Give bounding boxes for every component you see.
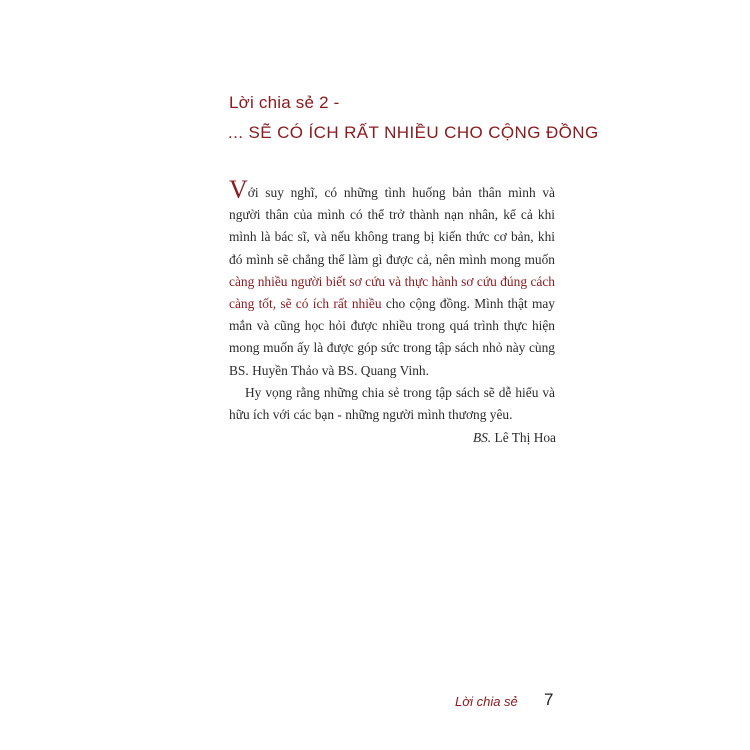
- paragraph-2: Hy vọng rằng những chia sẻ trong tập sách sẽ dễ hiểu và hữu ích với các bạn - những người mình thương yêu.: [229, 384, 555, 423]
- highlighted-quote: càng nhiều người biết sơ cứu và thực hành sơ cứu đúng cách càng tốt, sẽ có ích rất nhiều: [229, 273, 555, 312]
- drop-cap: V: [229, 175, 248, 204]
- section-title: Lời chia sẻ 2 -: [229, 93, 340, 112]
- author-signature: [473, 430, 556, 446]
- signature-name: Lê Thị Hoa: [491, 430, 556, 445]
- running-footer-label: Lời chia sẻ: [455, 694, 518, 709]
- paragraph-1-text-a: ới suy nghĩ, có những tình huống bản thân mình và người thân của mình có thể trở thành nạn nhân, kể cả khi mình là bác sĩ, và nếu không trang bị kiến thức cơ bản, khi đó mình sẽ chẳng thể làm gì được cả, nên mình mong muốn: [229, 185, 555, 267]
- paragraph-1: [229, 175, 556, 382]
- section-subtitle: ... SẼ CÓ ÍCH RẤT NHIỀU CHO CỘNG ĐỒNG: [228, 123, 599, 142]
- paragraph-1-text-b: cho cộng đồng. Mình thật may mắn và cũng học hỏi được nhiều trong quá trình thực hiện mong muốn ấy là được góp sức trong tập sách nhỏ này cùng BS. Huyền Thảo và BS. Quang Vinh.: [229, 296, 556, 378]
- body-text: [229, 175, 556, 426]
- signature-title: BS.: [472, 430, 492, 445]
- page-number: 7: [544, 690, 554, 709]
